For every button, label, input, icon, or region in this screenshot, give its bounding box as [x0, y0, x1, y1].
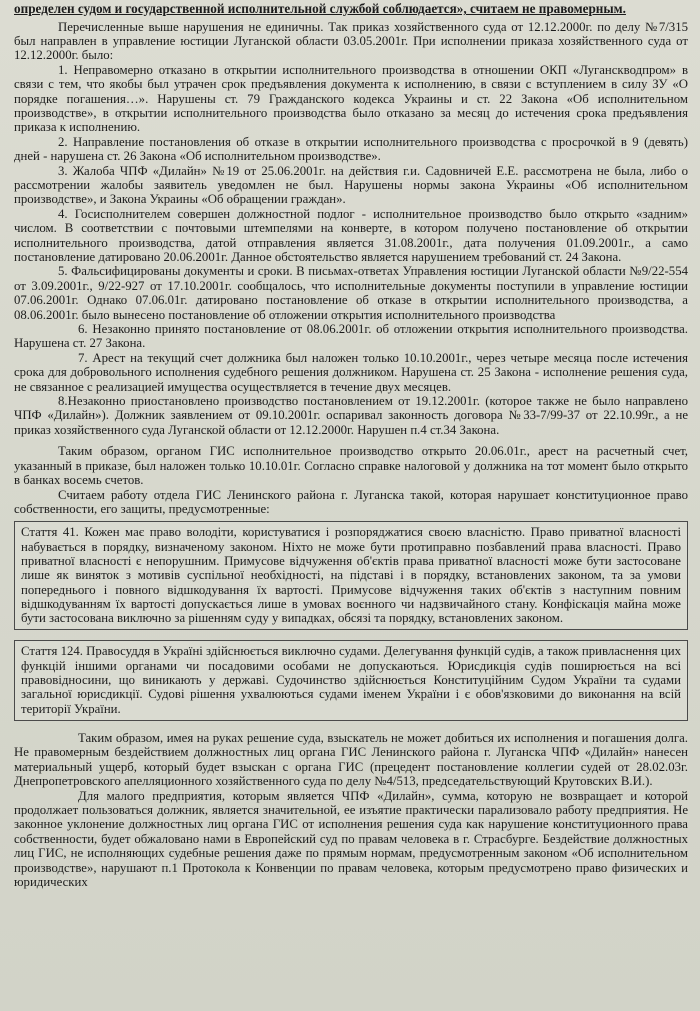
- violation-8: 8.Незаконно приостановлено производство постановлением от 19.12.2001г. (которое также не было направлено ЧПФ «Дилайн»). Должник заявлением от 09.10.2001г. оспаривал законность договора №33-7/99-37 от 22.10.99г., а не приказ хозяйственного суда Луганской области от 12.12.2000г. Нарушен п.4 ст.34 Закона.: [14, 394, 688, 437]
- quote-text: Стаття 124. Правосуддя в Україні здійснюється виключно судами. Делегування функцій судів, а також привласнення цих функцій іншими органами чи посадовими особами не допускаються. Юрисдикція судів поширюється на всі правовідносини, що виникають у державі. Судочинство здійснюється Конституційним Судом України та судами загальної юрисдикції. Судові рішення ухвалюються судами іменем України і є обов'язковими до виконання на всій території України.: [21, 644, 681, 716]
- conclusion-paragraph: Считаем работу отдела ГИС Ленинского района г. Луганска такой, которая нарушает конституционное право собственности, его защиты, предусмотренные:: [14, 487, 688, 516]
- violation-6: 6. Незаконно принято постановление от 08.06.2001г. об отложении открытия исполнительного производства. Нарушена ст. 27 Закона.: [14, 322, 688, 351]
- violation-3: 3. Жалоба ЧПФ «Дилайн» №19 от 25.06.2001г. на действия г.и. Садовничей Е.Е. рассмотрена не была, либо о рассмотрении жалобы заявитель уведомлен не был. Нарушены нормы закона Украины «Об исполнительном производстве», и Закона Украины «Об обращении граждан».: [14, 163, 688, 207]
- summary-paragraph: Таким образом, органом ГИС исполнительное производство открыто 20.06.01г., арест на расчетный счет, указанный в приказе, был наложен только 10.10.01г. Согласно справке налоговой у должника на тот момент было открыто в банках восемь счетов.: [14, 444, 688, 488]
- quote-text: Стаття 41. Кожен має право володіти, користуватися і розпоряджатися своєю власністю. Право приватної власності набувається в порядку, визначеному законом. Ніхто не може бути протиправно позбавлений права власності. Право приватної власності є непорушним. Примусове відчуження об'єктів права приватної власності може бути застосоване лише як виняток з мотивів суспільної необхідності, на підставі і в порядку, встановлених законом, та за умови попереднього і повного відшкодування їх вартості. Примусове відчуження таких об'єктів з наступним повним відшкодуванням їх вартості допускається лише в умовах воєнного чи надзвичайного стану. Конфіскація майна може бути застосована виключно за рішенням суду у випадках, обсязі та порядку, встановлених законом.: [21, 525, 681, 626]
- constitution-article-124: [14, 640, 688, 720]
- violation-4: 4. Госисполнителем совершен должностной подлог - исполнительное производство было открыто «задним» числом. В соответствии с почтовыми штемпелями на конверте, в котором получено постановление об открытии исполнительного производства, датой отправления является 31.08.2001г., дата получения 01.09.2001г., а само постановление датировано 20.06.2001г. Данное обстоятельство является нарушением требований ст. 24 Закона.: [14, 206, 688, 264]
- violation-2: 2. Направление постановления об отказе в открытии исполнительного производства с просрочкой в 9 (девять) дней - нарушена ст. 26 Закона «Об исполнительном производстве».: [14, 134, 688, 164]
- closing-paragraph: Таким образом, имея на руках решение суда, взыскатель не может добиться их исполнения и погашения долга. Не правомерным бездействием должностных лиц органа ГИС Ленинского района г. Луганска ЧПФ «Дилайн» нанесен материальный ущерб, который будет взыскан с органа ГИС (прецедент постановление коллегии судей от 28.02.03г. Днепропетровского апелляционного хозяйственного суда по делу №4/513, председательствующий Крутовских В.И.).: [14, 730, 688, 789]
- closing-paragraph: Для малого предприятия, которым является ЧПФ «Дилайн», сумма, которую не возвращает и которой продолжает пользоваться должник, является значительной, ее изъятие практически парализовало работу предприятия. Не законное уклонение должностных лиц органа ГИС от исполнения решения суда как нарушение конституционного права собственности, будет обжаловано нами в Европейский суд по правам человека в г. Страсбурге. Бездействие должностных лиц ГИС, не исполняющих судебные решения даже по прямым нормам, предусмотренным законом «Об исполнительном производстве», нарушают п.1 Протокола к Конвенции по правам человека, которым предусмотрено право физических и юридических: [14, 788, 688, 889]
- constitution-article-41: [14, 521, 688, 630]
- violation-1: 1. Неправомерно отказано в открытии исполнительного производства в отношении ОКП «Луганскводпром» в связи с тем, что якобы был утрачен срок предъявления документа к исполнению, в связи с вступлением в силу ЗУ «О порядке погашения…». Нарушены ст. 79 Гражданского кодекса Украины и ст. 22 Закона «Об исполнительном производстве», в открытии исполнительного производства было отказано за месяц до истечения срока предъявления приказа к исполнению.: [14, 62, 688, 135]
- paragraph: Перечисленные выше нарушения не единичны. Так приказ хозяйственного суда от 12.12.2000г. по делу №7/315 был направлен в управление юстиции Луганской области 03.05.2001г. При исполнении приказа хозяйственного суда от 12.12.2000г. было:: [14, 19, 688, 63]
- violation-5: 5. Фальсифицированы документы и сроки. В письмах-ответах Управления юстиции Луганской области №9/22-554 от 3.09.2001г., 9/22-927 от 17.10.2001г. сообщалось, что исполнительные документы поступили в управление юстиции 07.06.2001г. Однако 07.06.01г. датировано постановление об отказе в открытии исполнительного производства, а 08.06.2001г. было вынесено постановление об отложении открытия исполнительного производства: [14, 264, 688, 322]
- violation-7: 7. Арест на текущий счет должника был наложен только 10.10.2001г., через четыре месяца после истечения срока для добровольного исполнения судебного решения должником. Нарушена ст. 25 Закона - исполнение решения суда, не связанное с реализацией имущества осуществляется в течение двух месяцев.: [14, 350, 688, 394]
- lead-paragraph: определен судом и государственной исполнительной службой соблюдается», считаем не правомерным.: [14, 1, 626, 16]
